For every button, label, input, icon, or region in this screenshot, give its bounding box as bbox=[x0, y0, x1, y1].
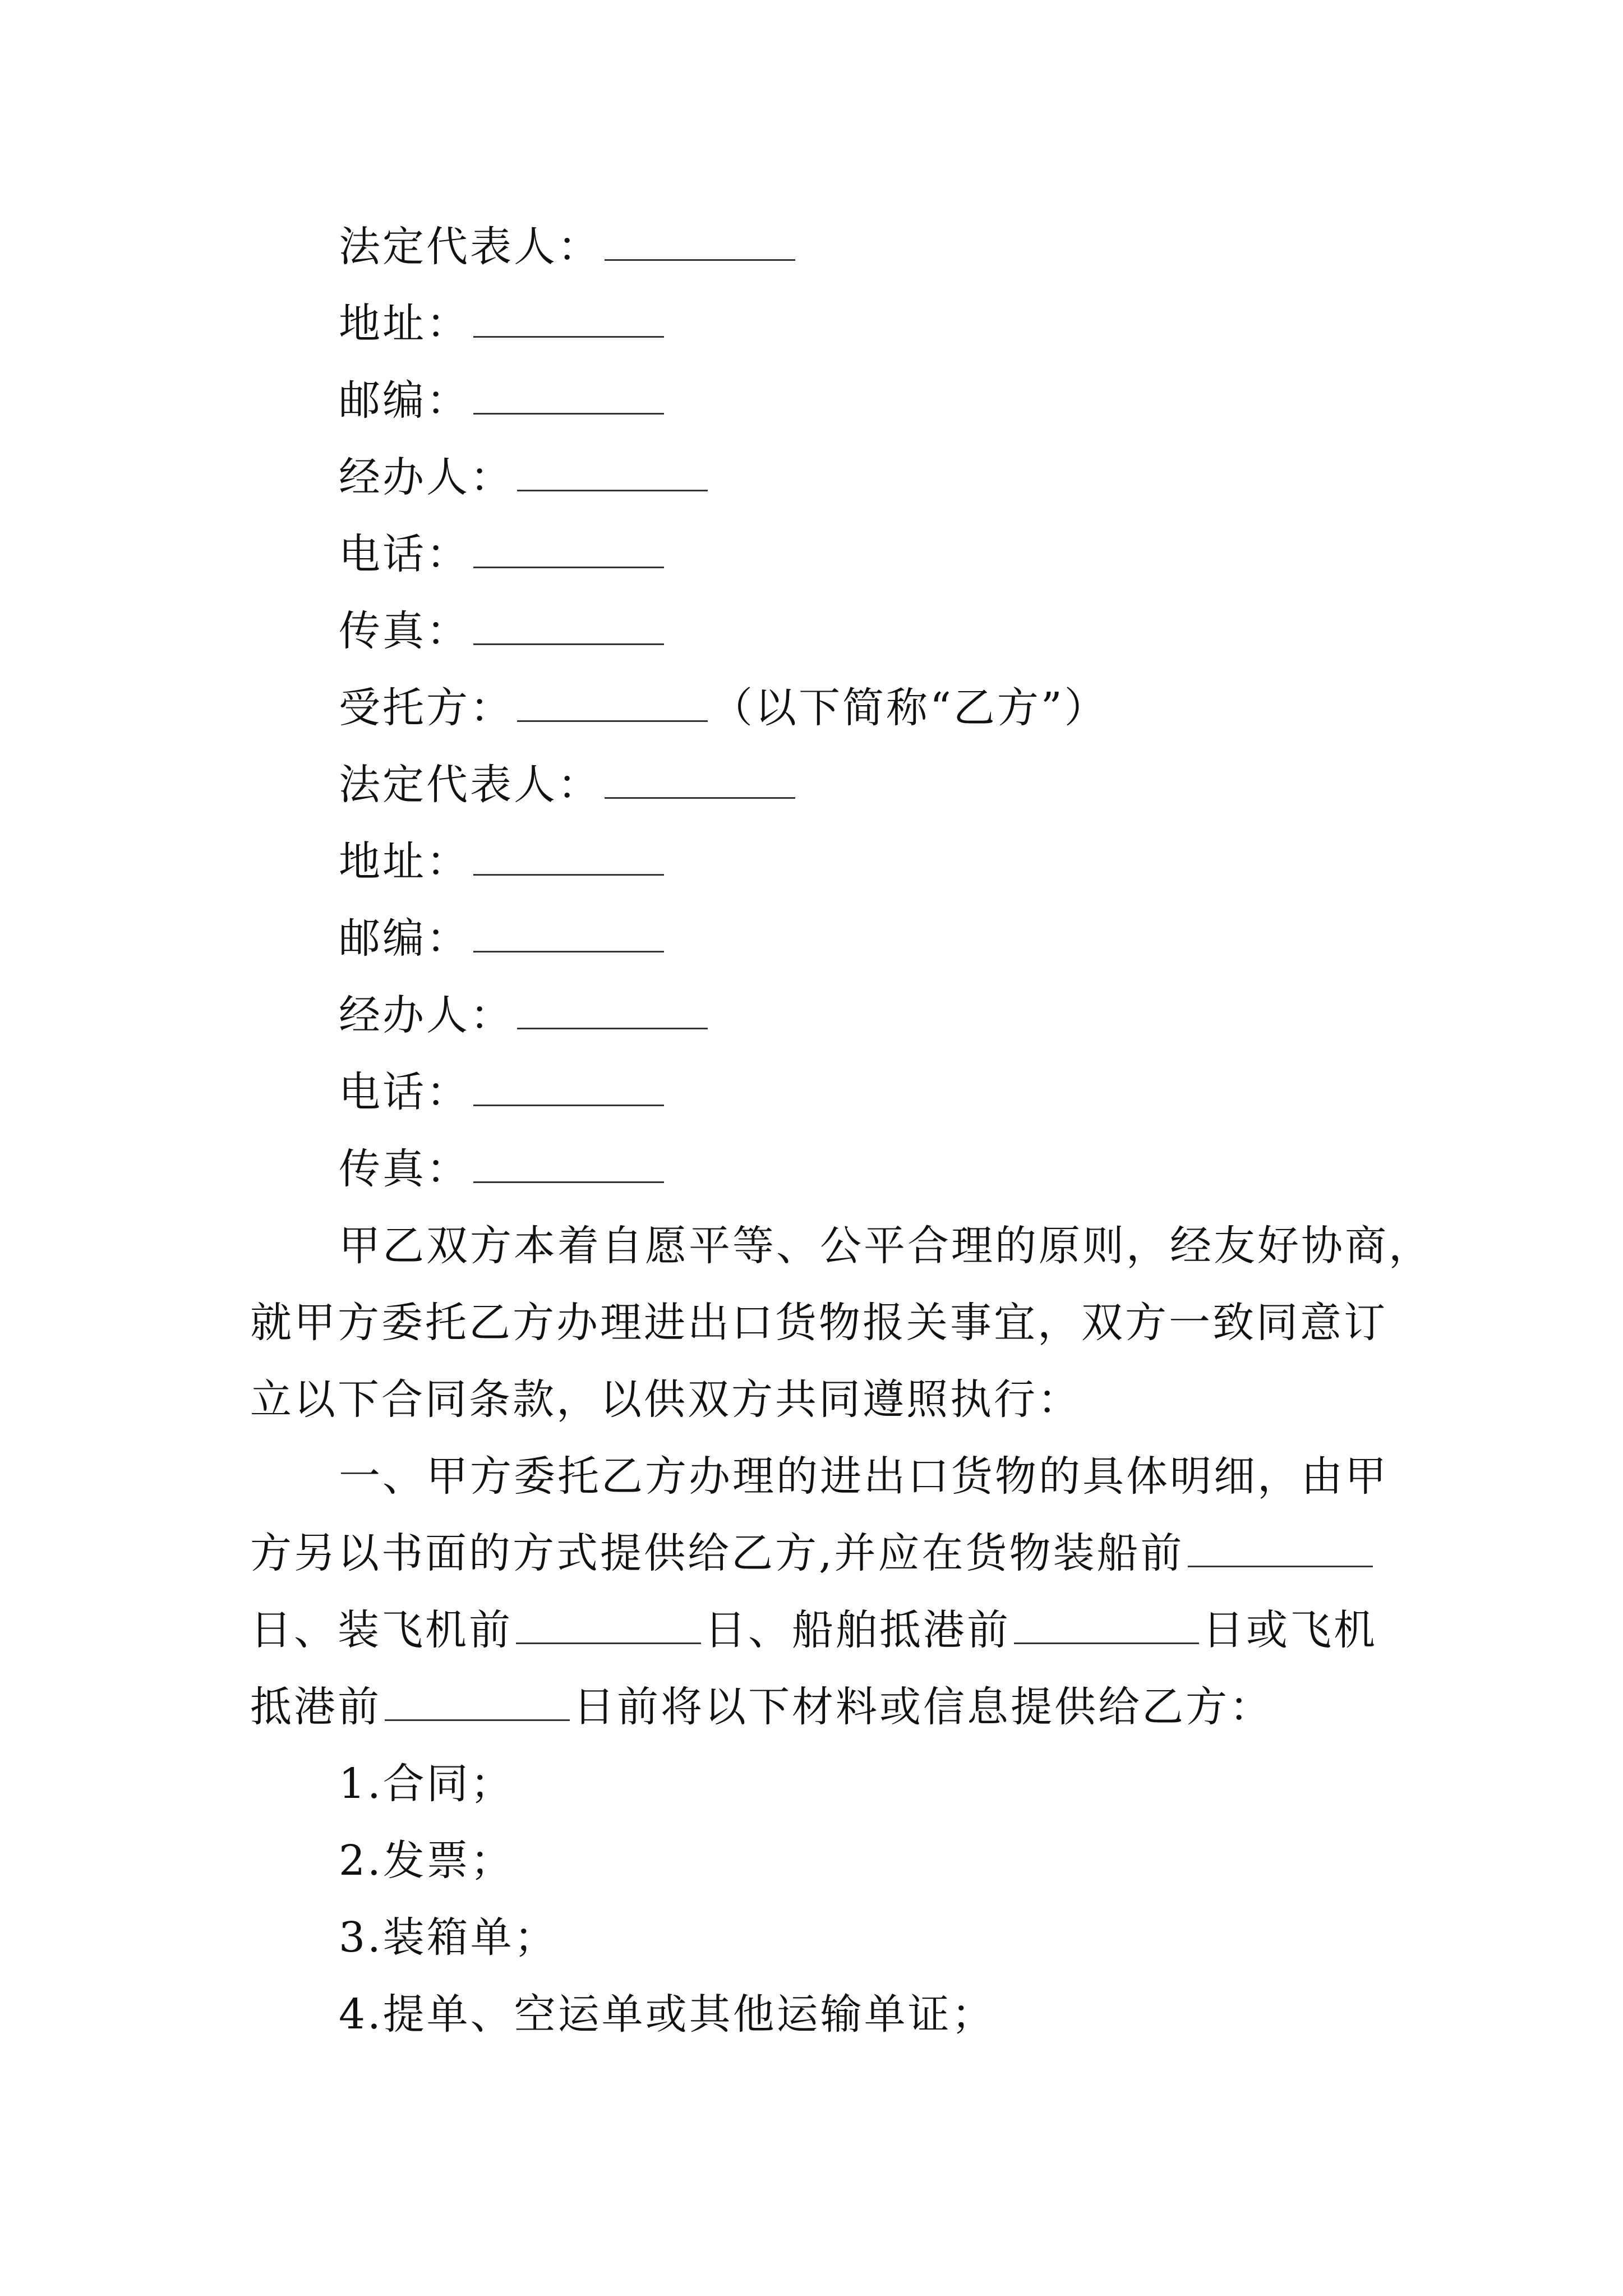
blank-line bbox=[473, 301, 664, 338]
party-b-header bbox=[250, 670, 1389, 747]
blank-line bbox=[605, 762, 795, 799]
blank-line bbox=[473, 839, 664, 876]
party-b-postcode bbox=[250, 900, 1389, 977]
blank-line bbox=[385, 1685, 570, 1721]
field-label: 邮编： bbox=[339, 376, 470, 425]
blank-line bbox=[473, 532, 664, 568]
paragraph-line: 甲乙双方本着自愿平等、公平合理的原则，经友好协商， bbox=[339, 1222, 1432, 1270]
field-label: 传真： bbox=[339, 1145, 470, 1193]
paragraph-line bbox=[250, 1515, 1389, 1592]
blank-line bbox=[473, 609, 664, 645]
party-a-fax bbox=[250, 593, 1389, 670]
blank-line bbox=[516, 1608, 701, 1644]
field-label: 经办人： bbox=[339, 991, 514, 1039]
paragraph-text: 日、装飞机前 bbox=[250, 1606, 513, 1654]
party-b-phone bbox=[250, 1054, 1389, 1131]
party-b-alias: （以下简称“乙方”） bbox=[711, 684, 1108, 732]
blank-line bbox=[473, 1147, 664, 1183]
field-label: 法定代表人： bbox=[339, 761, 601, 809]
party-b-legal-rep bbox=[250, 747, 1389, 823]
paragraph-line: 一、甲方委托乙方办理的进出口货物的具体明细，由甲 bbox=[339, 1452, 1389, 1501]
field-label: 电话： bbox=[339, 530, 470, 578]
paragraph-line: 立以下合同条款，以供双方共同遵照执行： bbox=[250, 1375, 1081, 1424]
blank-line bbox=[605, 224, 795, 261]
field-label: 地址： bbox=[339, 300, 470, 348]
party-a-phone bbox=[250, 516, 1389, 593]
paragraph-text: 方另以书面的方式提供给乙方,并应在货物装船前 bbox=[250, 1529, 1184, 1577]
party-b-address bbox=[250, 823, 1389, 900]
paragraph-text: 日或飞机 bbox=[1202, 1606, 1377, 1654]
blank-line bbox=[1014, 1608, 1199, 1644]
blank-line bbox=[473, 1070, 664, 1106]
paragraph-text: 日、船舶抵港前 bbox=[704, 1606, 1011, 1654]
field-label: 经办人： bbox=[339, 453, 514, 501]
party-a-handler bbox=[250, 439, 1389, 516]
paragraph-line bbox=[250, 1592, 1389, 1669]
field-label: 地址： bbox=[339, 838, 470, 886]
party-b-fax bbox=[250, 1131, 1389, 1208]
material-item-3: 3.装箱单； bbox=[339, 1913, 558, 1962]
field-label: 邮编： bbox=[339, 914, 470, 963]
paragraph-text: 抵港前 bbox=[250, 1683, 381, 1731]
party-a-postcode bbox=[250, 362, 1389, 439]
contract-body bbox=[250, 209, 1432, 2053]
material-item-1: 1.合同； bbox=[339, 1760, 514, 1808]
blank-line bbox=[473, 916, 664, 953]
field-label: 法定代表人： bbox=[339, 223, 601, 271]
paragraph-line bbox=[250, 1669, 1389, 1746]
party-a-address bbox=[250, 286, 1389, 362]
material-item-2: 2.发票； bbox=[339, 1837, 514, 1885]
paragraph-text: 日前将以下材料或信息提供给乙方： bbox=[573, 1683, 1273, 1731]
intro-paragraph bbox=[250, 1208, 1432, 1438]
party-b-handler bbox=[250, 977, 1389, 1054]
field-label: 传真： bbox=[339, 607, 470, 655]
field-label: 电话： bbox=[339, 1068, 470, 1116]
blank-line bbox=[517, 455, 708, 491]
blank-line bbox=[517, 685, 708, 722]
blank-line bbox=[473, 378, 664, 415]
material-item-4: 4.提单、空运单或其他运输单证； bbox=[339, 1990, 995, 2039]
field-label: 受托方： bbox=[339, 684, 514, 732]
blank-line bbox=[517, 993, 708, 1029]
paragraph-line: 就甲方委托乙方办理进出口货物报关事宜，双方一致同意订 bbox=[250, 1299, 1387, 1347]
clause-1-paragraph bbox=[250, 1438, 1389, 1746]
blank-line bbox=[1188, 1531, 1373, 1567]
party-a-legal-rep bbox=[250, 209, 1389, 286]
